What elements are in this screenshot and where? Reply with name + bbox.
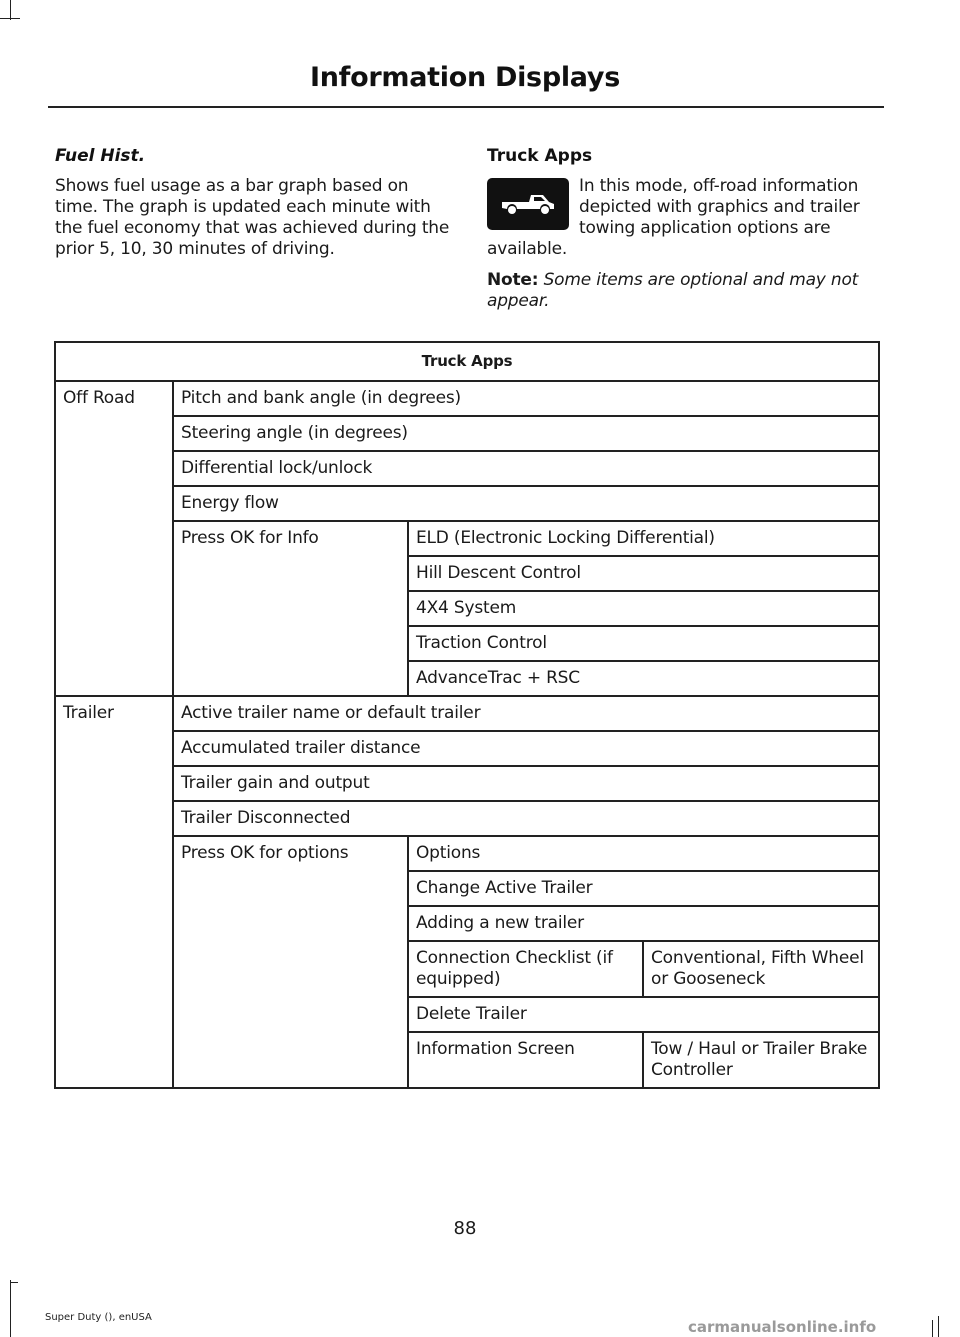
crop-mark <box>10 0 11 20</box>
table-header-row <box>55 342 879 381</box>
table-cell: ELD (Electronic Locking Differential) <box>408 521 879 556</box>
table-row <box>55 801 879 836</box>
watermark: carmanualsonline.info <box>688 1318 877 1336</box>
truck-apps-body: In this mode, off-road information depicted with graphics and trailer towing application options are available. <box>487 176 860 259</box>
table-cell: Adding a new trailer <box>408 906 879 941</box>
table-cell: Hill Descent Control <box>408 556 879 591</box>
table-row <box>55 451 879 486</box>
table-cell: Differential lock/unlock <box>173 451 879 486</box>
table-row <box>55 696 879 731</box>
table-row <box>55 766 879 801</box>
table-cell: 4X4 System <box>408 591 879 626</box>
note-label: Note: <box>487 270 539 290</box>
crop-mark <box>938 1316 939 1337</box>
table-row <box>55 836 879 871</box>
table-cell: Steering angle (in degrees) <box>173 416 879 451</box>
table-cell: Delete Trailer <box>408 997 879 1032</box>
table-row <box>55 416 879 451</box>
crop-mark <box>10 1282 18 1283</box>
fuel-hist-section <box>55 146 450 260</box>
table-cell: Pitch and bank angle (in degrees) <box>173 381 879 416</box>
table-cell: AdvanceTrac + RSC <box>408 661 879 696</box>
table-cell: Traction Control <box>408 626 879 661</box>
table-cell: Options <box>408 836 879 871</box>
table-cell: Active trailer name or default trailer <box>173 696 879 731</box>
fuel-hist-body: Shows fuel usage as a bar graph based on time. The graph is updated each minute with the fuel economy that was achieved during the prior 5, 10, 30 minutes of driving. <box>55 176 450 259</box>
crop-mark <box>10 1280 11 1337</box>
table-cell: Trailer Disconnected <box>173 801 879 836</box>
table-cell: Connection Checklist (if equipped) <box>408 941 643 997</box>
crop-mark <box>932 1320 933 1337</box>
page-number: 88 <box>453 1218 477 1239</box>
off-road-label: Off Road <box>55 381 173 696</box>
table-row <box>55 731 879 766</box>
press-ok-options-label: Press OK for options <box>173 836 408 1088</box>
fuel-hist-heading: Fuel Hist. <box>55 146 146 166</box>
pickup-truck-icon <box>499 189 557 219</box>
title-divider <box>48 106 884 108</box>
table-cell: Conventional, Fifth Wheel or Gooseneck <box>643 941 879 997</box>
table-cell: Change Active Trailer <box>408 871 879 906</box>
table-cell: Trailer gain and output <box>173 766 879 801</box>
truck-apps-note <box>487 270 879 312</box>
table-row <box>55 381 879 416</box>
pickup-truck-icon <box>487 178 569 230</box>
table-cell: Accumulated trailer distance <box>173 731 879 766</box>
table-row <box>55 521 879 556</box>
trailer-label: Trailer <box>55 696 173 1088</box>
table-title: Truck Apps <box>55 342 879 381</box>
press-ok-info-label: Press OK for Info <box>173 521 408 696</box>
table-cell: Energy flow <box>173 486 879 521</box>
table-row <box>55 486 879 521</box>
note-text: Some items are optional and may not appear. <box>487 270 859 311</box>
truck-apps-table <box>54 341 880 1089</box>
document-footer: Super Duty (), enUSA <box>45 1312 152 1323</box>
crop-mark <box>0 18 20 19</box>
truck-apps-section <box>487 146 879 312</box>
table-cell: Tow / Haul or Trailer Brake Controller <box>643 1032 879 1088</box>
page-title: Information Displays <box>310 62 620 93</box>
table-cell: Information Screen <box>408 1032 643 1088</box>
truck-apps-heading: Truck Apps <box>487 146 593 166</box>
